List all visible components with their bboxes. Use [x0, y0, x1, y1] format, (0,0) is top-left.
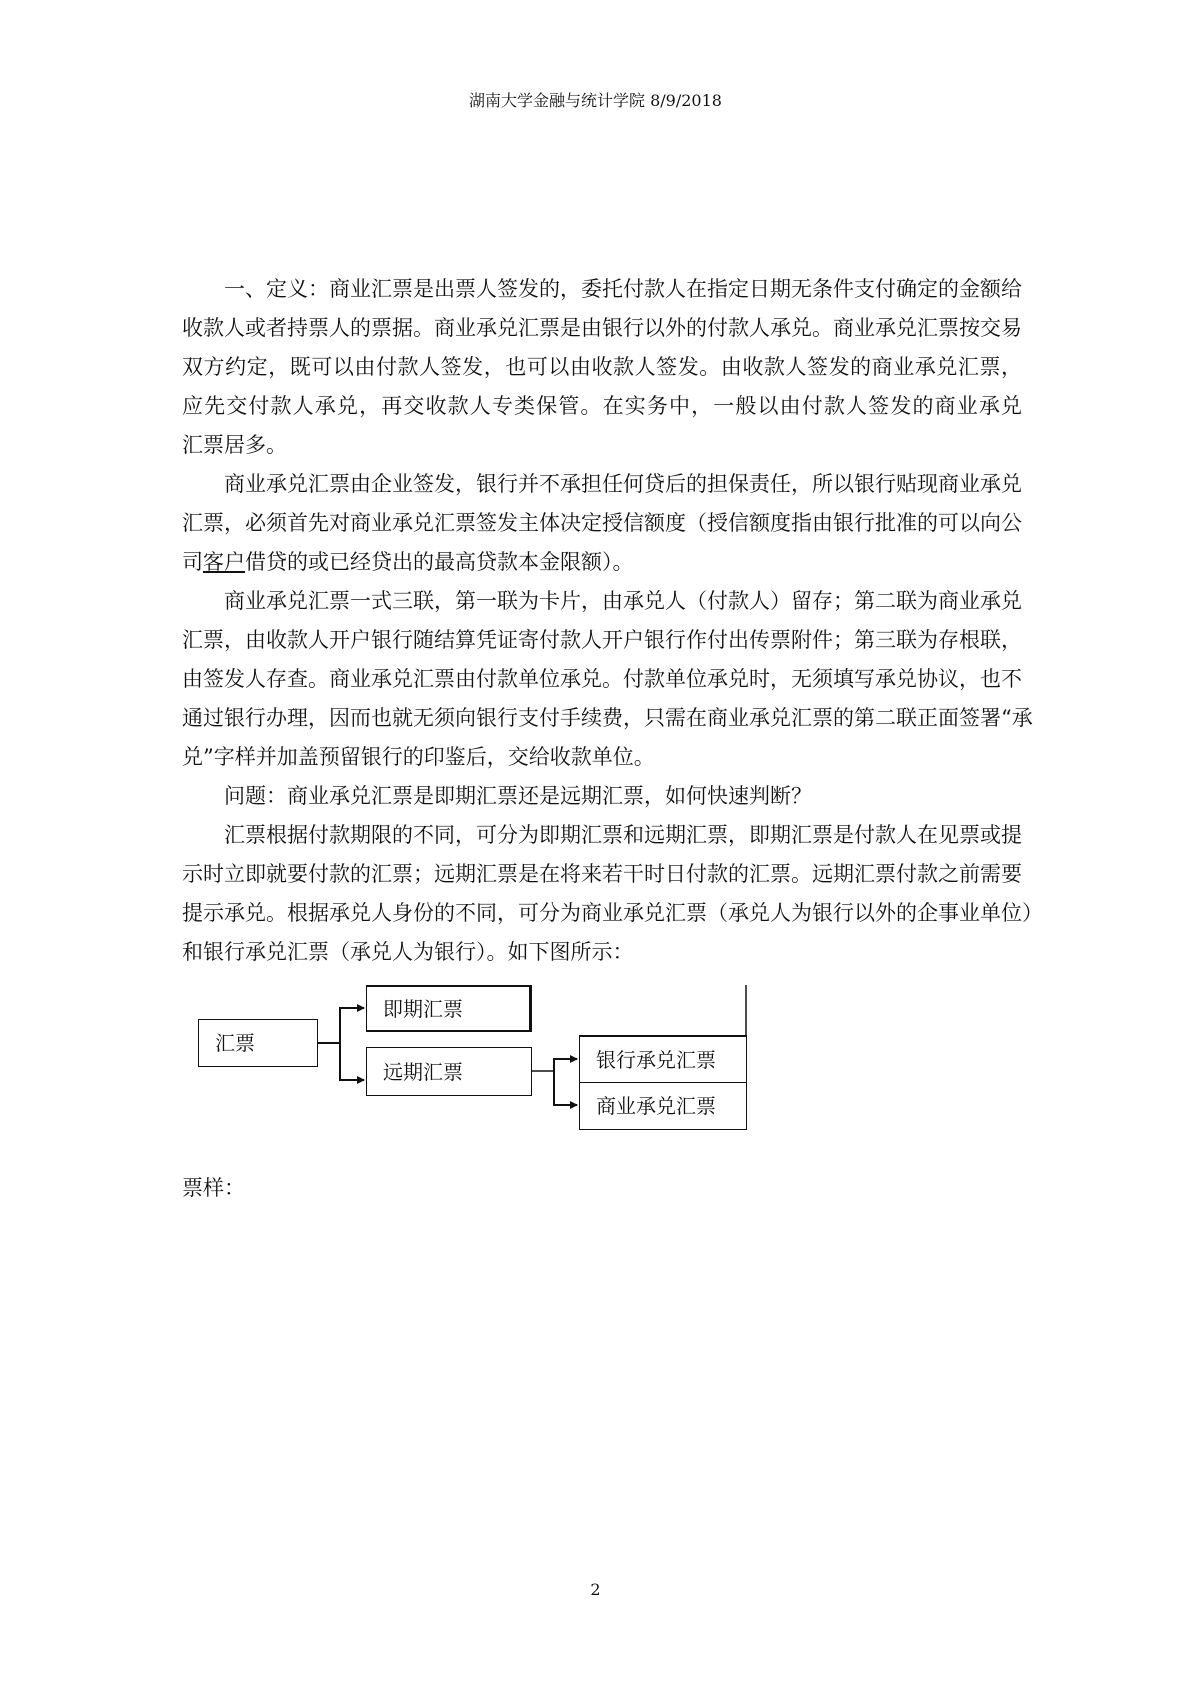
text-segment: 借贷的或已经贷出的最高贷款本金限额）。: [245, 550, 634, 574]
text-line: 收款人或者持票人的票据。商业承兑汇票是由银行以外的付款人承兑。商业承兑汇票按交易: [182, 316, 1022, 340]
node-commercial-acceptance: 商业承兑汇票: [579, 1082, 747, 1130]
node-sight-bill: 即期汇票: [366, 985, 532, 1032]
text-line: 兑”字样并加盖预留银行的印鉴后，交给收款单位。: [182, 745, 655, 769]
connector-commercial: [554, 1071, 577, 1105]
connector-time: [340, 1043, 364, 1080]
customer-link[interactable]: 客户: [203, 550, 245, 574]
text-line: 汇票根据付款期限的不同，可分为即期汇票和远期汇票，即期汇票是付款人在见票或提: [224, 823, 1022, 847]
text-line: 一、定义：商业汇票是出票人签发的，委托付款人在指定日期无条件支付确定的金额给: [224, 277, 1022, 301]
text-line: 汇票，必须首先对商业承兑汇票签发主体决定授信额度（授信额度指由银行批准的可以向公: [182, 511, 1022, 535]
text-line: 问题：商业承兑汇票是即期汇票还是远期汇票，如何快速判断？: [224, 784, 812, 808]
text-line: 商业承兑汇票一式三联，第一联为卡片，由承兑人（付款人）留存；第二联为商业承兑: [224, 589, 1022, 613]
node-time-bill: 远期汇票: [366, 1047, 532, 1096]
text-segment: 司: [182, 550, 203, 574]
sample-label: 票样：: [182, 1176, 245, 1200]
connector-bank: [554, 1059, 577, 1071]
node-bill: 汇票: [198, 1019, 318, 1067]
page-header: 湖南大学金融与统计学院 8/9/2018: [469, 91, 722, 110]
text-line: 和银行承兑汇票（承兑人为银行）。如下图所示：: [182, 940, 634, 964]
text-line: 商业承兑汇票由企业签发，银行并不承担任何贷后的担保责任，所以银行贴现商业承兑: [224, 472, 1022, 496]
text-line: 汇票，由收款人开户银行随结算凭证寄付款人开户银行作付出传票附件；第三联为存根联，: [182, 628, 1022, 652]
node-bank-acceptance: 银行承兑汇票: [579, 1035, 747, 1084]
text-line: 提示承兑。根据承兑人身份的不同，可分为商业承兑汇票（承兑人为银行以外的企事业单位）: [182, 901, 1043, 925]
text-line: 通过银行办理，因而也就无须向银行支付手续费，只需在商业承兑汇票的第二联正面签署“承: [182, 706, 1033, 730]
text-line: 双方约定，既可以由付款人签发，也可以由收款人签发。由收款人签发的商业承兑汇票，: [182, 355, 1022, 379]
page-number: 2: [590, 1580, 601, 1599]
text-line: 汇票居多。: [182, 433, 287, 457]
text-line: 示时立即就要付款的汇票；远期汇票是在将来若干时日付款的汇票。远期汇票付款之前需要: [182, 862, 1022, 886]
text-line: 应先交付款人承兑，再交收款人专类保管。在实务中，一般以由付款人签发的商业承兑: [182, 394, 1022, 418]
text-line: 由签发人存查。商业承兑汇票由付款单位承兑。付款单位承兑时，无须填写承兑协议，也不: [182, 667, 1022, 691]
connector-sight: [340, 1008, 364, 1043]
